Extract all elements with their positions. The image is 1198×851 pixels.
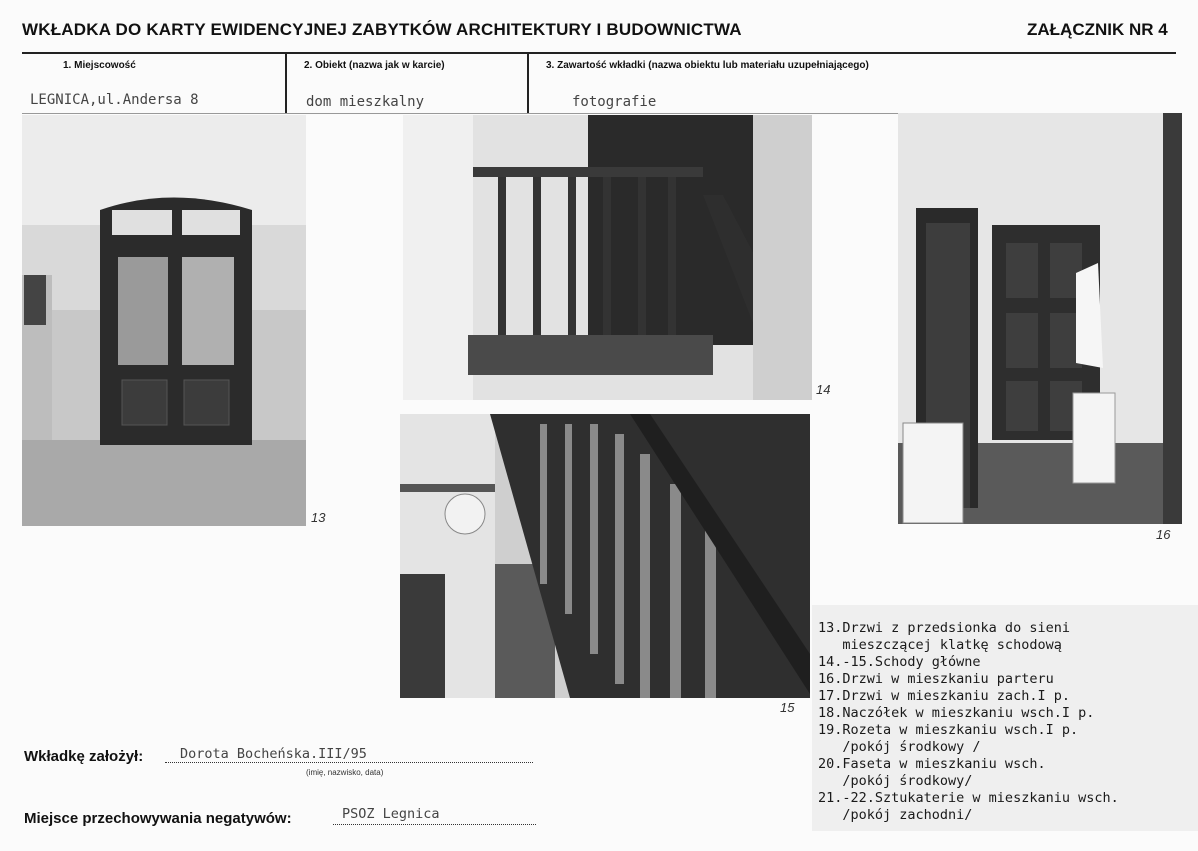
created-by-hint: (imię, nazwisko, data): [306, 768, 384, 777]
caption-line: mieszczącej klatkę schodową: [818, 637, 1062, 653]
created-by-label: Wkładkę założył:: [24, 748, 144, 765]
caption-line: 13.Drzwi z przedsionka do sieni: [818, 620, 1070, 636]
field-header-object: 2. Obiekt (nazwa jak w karcie): [304, 60, 445, 71]
photo-13-entrance-door: [22, 115, 306, 526]
caption-line: /pokój środkowy/: [818, 773, 973, 789]
caption-line: 14.-15.Schody główne: [818, 654, 981, 670]
field-divider-2: [527, 52, 529, 114]
field-divider-1: [285, 52, 287, 114]
field-header-contents: 3. Zawartość wkładki (nazwa obiektu lub materiału uzupełniającego): [546, 60, 869, 71]
photo-number-14: 14: [816, 382, 831, 397]
field-value-location: LEGNICA,ul.Andersa 8: [30, 92, 199, 108]
caption-line: 16.Drzwi w mieszkaniu parteru: [818, 671, 1054, 687]
annex-number: ZAŁĄCZNIK NR 4: [1027, 20, 1168, 39]
caption-line: 18.Naczółek w mieszkaniu wsch.I p.: [818, 705, 1095, 721]
caption-line: /pokój zachodni/: [818, 807, 973, 823]
created-by-dotted-line: [165, 762, 533, 763]
photo-number-13: 13: [311, 510, 326, 525]
photo-captions-panel: [812, 605, 1198, 831]
field-value-contents: fotografie: [572, 94, 657, 110]
caption-line: 19.Rozeta w mieszkaniu wsch.I p.: [818, 722, 1079, 738]
photo-number-16: 16: [1156, 527, 1171, 542]
header-divider: [22, 52, 1176, 54]
photo-14-main-stairs: [403, 115, 812, 400]
created-by-value: Dorota Bocheńska.III/95: [180, 746, 367, 762]
caption-line: /pokój środkowy /: [818, 739, 981, 755]
caption-line: 17.Drzwi w mieszkaniu zach.I p.: [818, 688, 1070, 704]
caption-line: 21.-22.Sztukaterie w mieszkaniu wsch.: [818, 790, 1119, 806]
field-header-location: 1. Miejscowość: [63, 60, 136, 71]
caption-line: 20.Faseta w mieszkaniu wsch.: [818, 756, 1046, 772]
negatives-storage-value: PSOZ Legnica: [342, 806, 440, 822]
negatives-dotted-line: [333, 824, 536, 825]
photo-number-15: 15: [780, 700, 795, 715]
negatives-storage-label: Miejsce przechowywania negatywów:: [24, 810, 292, 827]
sheet-title: WKŁADKA DO KARTY EWIDENCYJNEJ ZABYTKÓW ARCHITEKTURY I BUDOWNICTWA: [22, 20, 742, 39]
photo-16-apartment-door: [898, 113, 1182, 524]
photo-15-main-stairs: [400, 414, 810, 698]
field-value-object: dom mieszkalny: [306, 94, 425, 110]
